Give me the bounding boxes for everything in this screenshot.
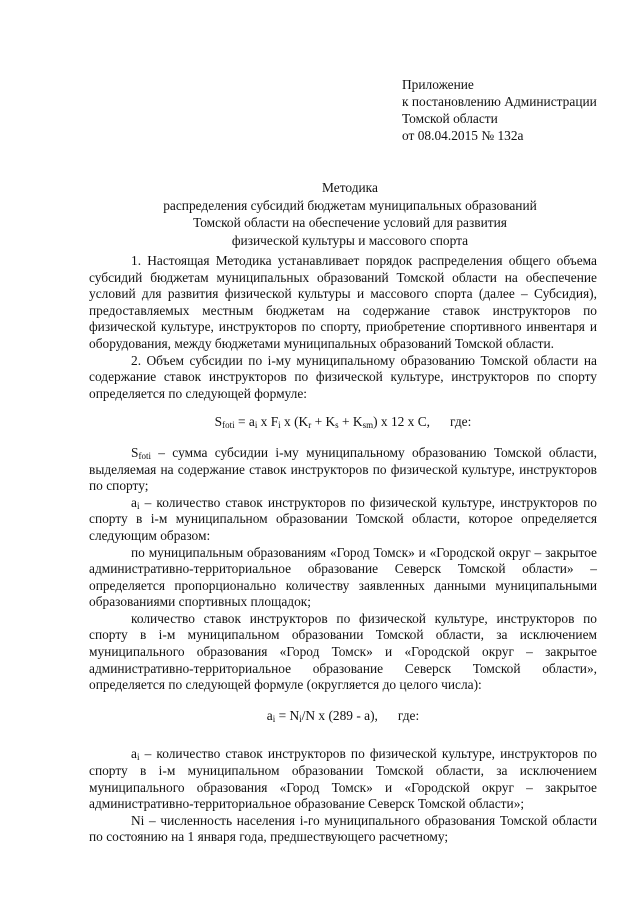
paragraph: 1. Настоящая Методика устанавливает порядок распределения общего объема субсидий бюджетам муниципальных образований Томской области на обеспечение условий для развития физической культуры и массового спорта (далее – Субсидия), предоставляемых местным бюджетам на содержание ставок инструкторов по физической культуре, инструкторов по спорту, приобретение спортивного инвентаря и оборудования, между бюджетами муниципальных образований Томской области. <box>89 253 597 351</box>
title-line: распределения субсидий бюджетам муниципальных образований <box>163 197 537 213</box>
paragraph: Ni – численность населения i-го муниципального образования Томской области по состоянию на 1 января года, предшествующего расчетному; <box>89 812 597 845</box>
appendix-line: Приложение <box>402 77 474 92</box>
document-body <box>89 253 597 846</box>
appendix-line: от 08.04.2015 № 132а <box>402 128 524 143</box>
paragraph: по муниципальным образованиям «Город Томск» и «Городской округ – закрытое административно-территориальное образование Северск Томской области» – определяется пропорционально количеству заявленных данными муниципальными образованиями спортивных площадок; <box>89 544 597 610</box>
title-line: физической культуры и массового спорта <box>231 232 469 248</box>
appendix-header <box>402 76 637 144</box>
paragraph: $a_i$ – количество ставок инструкторов по физической культуре, инструкторов по спорту в i-м муниципальном образовании Томской области, за исключением муниципального образования «Город Томск» и «Городской округ – закрытое административно-территориальное образование Северск Томской области»; <box>89 746 597 812</box>
paragraph: $S_{foti}$ – сумма субсидии i-му муниципальному образованию Томской области, выделяемая на содержание ставок инструкторов по физической культуре, инструкторов по спорту; <box>89 444 597 494</box>
paragraph: 2. Объем субсидии по i-му муниципальному образованию Томской области на содержание ставок инструкторов по физической культуре, инструкторов по спорту определяется по следующей формуле: <box>89 352 597 401</box>
formula-subsidy: $S_{foti} = a_i$ x $F_i$ x $(K_r + K_s + K_{sm})$ x 12 x С, где: <box>214 414 472 431</box>
paragraph: количество ставок инструкторов по физической культуре, инструкторов по спорту в i-м муниципальном образовании Томской области, за исключением муниципального образования «Город Томск» и «Городской округ – закрытое административно-территориальное образование Северск Томской области», определяется по следующей формуле (округляется до целого числа): <box>89 610 597 693</box>
title-line: Томской области на обеспечение условий для развития <box>193 215 507 230</box>
appendix-line: Томской области <box>402 111 498 126</box>
paragraph: $a_i$ – количество ставок инструкторов по физической культуре, инструкторов по спорту в i-м муниципальном образовании Томской области, которое определяется следующим образом: <box>89 494 597 543</box>
document-title <box>80 179 620 249</box>
formula-rates: $a_i = N_i/N$ x (289 - a), где: <box>266 707 420 724</box>
title-line: Методика <box>322 180 378 195</box>
appendix-line: к постановлению Администрации <box>402 94 597 109</box>
